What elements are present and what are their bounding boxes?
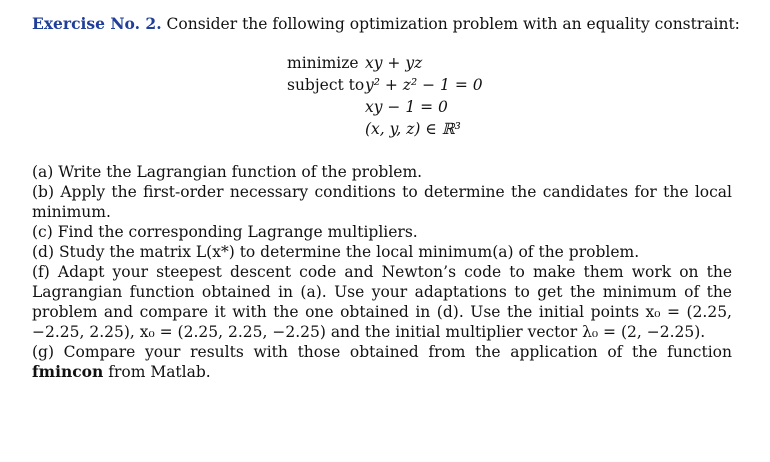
exercise-intro-text: Consider the following optimization problem with an equality constraint: bbox=[166, 15, 740, 33]
objective-row bbox=[287, 52, 483, 74]
constraint-expression-2: xy − 1 = 0 bbox=[365, 98, 448, 116]
exercise-document bbox=[32, 12, 740, 381]
constraint-row-1 bbox=[287, 74, 483, 96]
minimize-keyword: minimize bbox=[287, 54, 359, 72]
item-g bbox=[32, 342, 732, 382]
exercise-items bbox=[32, 162, 732, 382]
item-b: (b) Apply the first-order necessary conditions to determine the candidates for the local minimum. bbox=[32, 183, 732, 221]
constraint-row-3 bbox=[287, 118, 483, 140]
item-c: (c) Find the corresponding Lagrange multipliers. bbox=[32, 223, 418, 241]
item-g-suffix: from Matlab. bbox=[108, 363, 211, 381]
exercise-label: Exercise No. 2. bbox=[32, 14, 162, 33]
objective-expression: xy + yz bbox=[365, 54, 423, 72]
constraint-row-2 bbox=[287, 96, 483, 118]
constraint-expression-1: y² + z² − 1 = 0 bbox=[365, 76, 483, 94]
exercise-heading bbox=[32, 12, 740, 36]
fmincon-function-name: fmincon bbox=[32, 362, 104, 381]
subject-to-keyword: subject to bbox=[287, 76, 365, 94]
item-a: (a) Write the Lagrangian function of the problem. bbox=[32, 163, 423, 181]
item-d: (d) Study the matrix L(x*) to determine the local minimum(a) of the problem. bbox=[32, 243, 640, 261]
optimization-problem bbox=[287, 52, 483, 140]
item-f: (f) Adapt your steepest descent code and Newton’s code to make them work on the Lagrangian function obtained in (a). Use your adaptations to get the minimum of the problem and compare it with the one obtained in (d). Use the initial points x₀ = (2.25, −2.25, 2.25), x₀ = (2.25, 2.25, −2.25) and the initial multiplier vector λ₀ = (2, −2.25). bbox=[32, 263, 732, 341]
domain-expression: (x, y, z) ∈ ℝ³ bbox=[365, 120, 461, 138]
item-g-prefix: (g) Compare your results with those obtained from the application of the function bbox=[32, 343, 732, 361]
